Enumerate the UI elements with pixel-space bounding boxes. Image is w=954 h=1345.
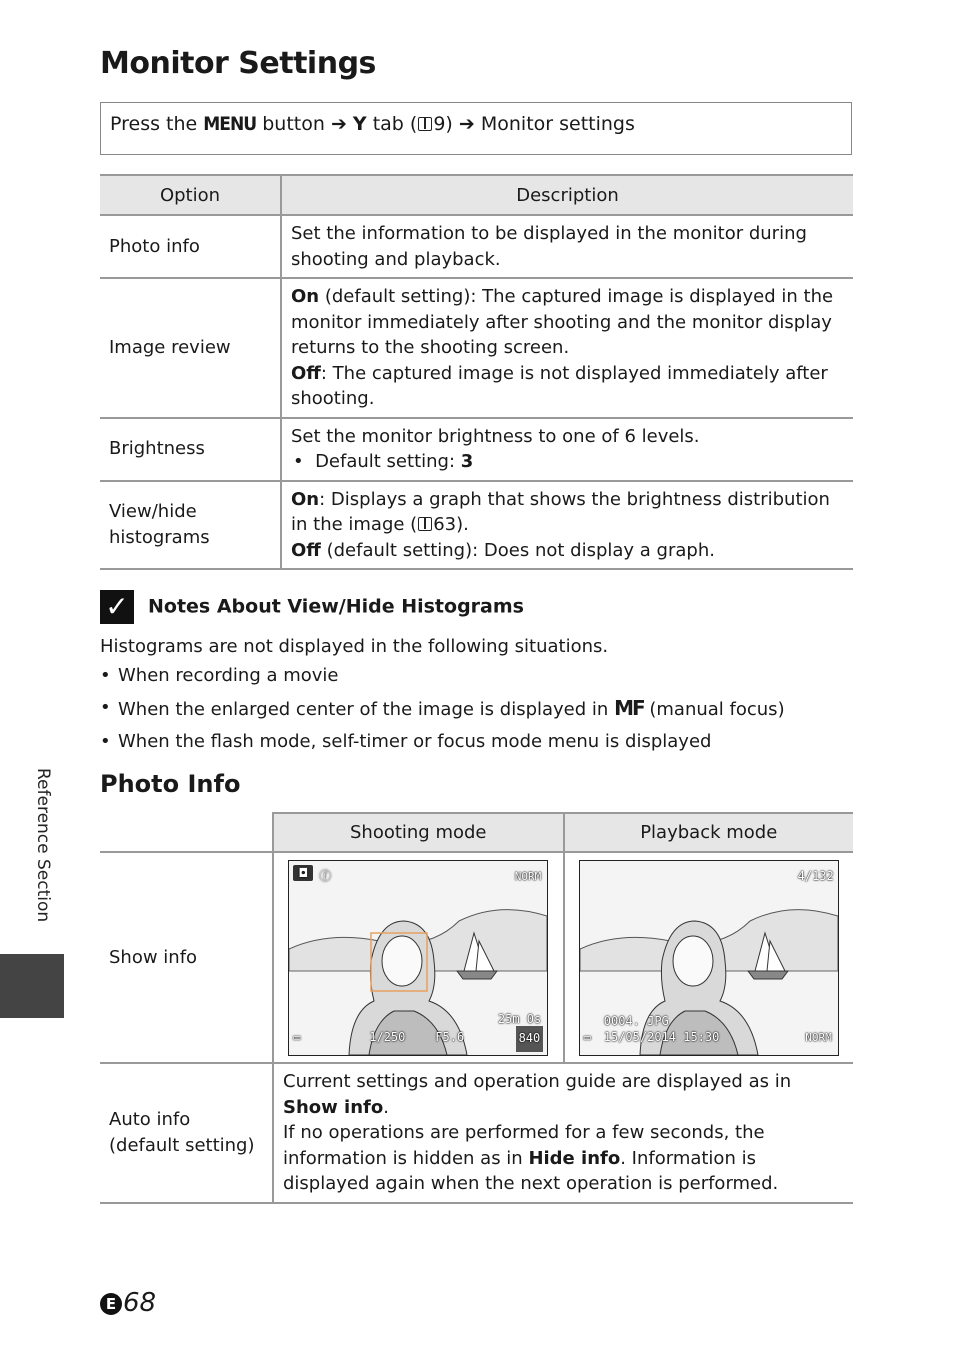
image-counter: 4/132 [797, 868, 834, 883]
page-ref-icon [418, 117, 432, 131]
setup-tab-icon: Y [352, 113, 367, 135]
quality-indicator: NORM [805, 1031, 832, 1044]
reference-e-icon: E [100, 1293, 122, 1315]
option-name: Photo info [100, 215, 281, 278]
table-row [100, 278, 853, 418]
shooting-screen-cell [273, 852, 564, 1063]
remaining-time: 25m 0s [497, 1012, 542, 1026]
table-row [100, 215, 853, 278]
exposures-remaining: 840 [516, 1026, 544, 1052]
side-label: Reference Section [33, 768, 53, 923]
option-description: On (default setting): The captured image is displayed in the monitor immediately after shooting and the monitor display returns to the shooting screen. Off: The captured image is not displayed immediately after shooting. [281, 278, 853, 418]
option-name: Auto info (default setting) [100, 1063, 273, 1203]
nav-destination: Monitor settings [480, 113, 635, 135]
photo-info-table [100, 812, 853, 1204]
list-item: • When the flash mode, self-timer or focus mode menu is displayed [100, 726, 785, 758]
notes-body [100, 634, 785, 758]
menu-button-icon: MENU [203, 113, 257, 135]
notes-heading: ✓ Notes About View/Hide Histograms [100, 590, 524, 624]
arrow-icon: ➔ [458, 113, 475, 135]
options-table [100, 174, 853, 570]
side-tab [0, 954, 64, 1018]
page-ref-icon [418, 517, 432, 531]
column-header-shooting: Shooting mode [273, 813, 564, 852]
option-description: Set the information to be displayed in the monitor during shooting and playback. [281, 215, 853, 278]
option-name: Show info [100, 852, 273, 1063]
shooting-mode-screen [288, 860, 548, 1056]
option-description: Set the monitor brightness to one of 6 levels. • Default setting: 3 [281, 418, 853, 481]
table-row [100, 418, 853, 481]
manual-focus-icon: MF [614, 696, 644, 720]
battery-icon: ▭ [583, 1030, 591, 1044]
flash-icon: ⓕ [319, 868, 332, 883]
table-row [100, 481, 853, 570]
camera-mode-icon: ◘ [293, 865, 313, 881]
file-name: 0004. JPG [603, 1014, 669, 1028]
nav-button-text: button [262, 113, 325, 135]
table-row [100, 852, 853, 1063]
option-name: Brightness [100, 418, 281, 481]
option-name: Image review [100, 278, 281, 418]
nav-press: Press the [110, 113, 198, 135]
playback-mode-screen [579, 860, 839, 1056]
option-description: Current settings and operation guide are displayed as in Show info. If no operations are performed for a few seconds, the information is hidden as in Hide info. Information is displayed again when the next operation is performed. [273, 1063, 853, 1203]
nav-ref: 9) [433, 113, 453, 135]
battery-icon: ▭ [293, 1030, 301, 1044]
playback-screen-cell [564, 852, 853, 1063]
date-time: 15/05/2014 15:30 [603, 1030, 720, 1044]
quality-indicator: NORM [514, 869, 542, 883]
column-header-description: Description [281, 175, 853, 215]
table-row [100, 1063, 853, 1203]
option-description: On: Displays a graph that shows the brightness distribution in the image ( 63). Off (default setting): Does not display a graph. [281, 481, 853, 570]
nav-tab-text: tab ( [372, 113, 418, 135]
notes-intro: Histograms are not displayed in the following situations. [100, 636, 609, 657]
page-title: Monitor Settings [100, 46, 376, 81]
page-number: E 68 [100, 1288, 156, 1318]
column-header-playback: Playback mode [564, 813, 853, 852]
list-item: • When recording a movie [100, 660, 785, 692]
list-item: • When the enlarged center of the image is displayed in MF (manual focus) [100, 692, 785, 726]
empty-header [100, 813, 273, 852]
shutter-speed: 1/250 [369, 1030, 406, 1044]
column-header-option: Option [100, 175, 281, 215]
option-name: View/hide histograms [100, 481, 281, 570]
aperture-value: F5.6 [435, 1030, 465, 1044]
menu-path-box [100, 102, 852, 155]
checkmark-icon: ✓ [100, 590, 134, 624]
arrow-icon: ➔ [330, 113, 347, 135]
section-heading: Photo Info [100, 770, 241, 798]
